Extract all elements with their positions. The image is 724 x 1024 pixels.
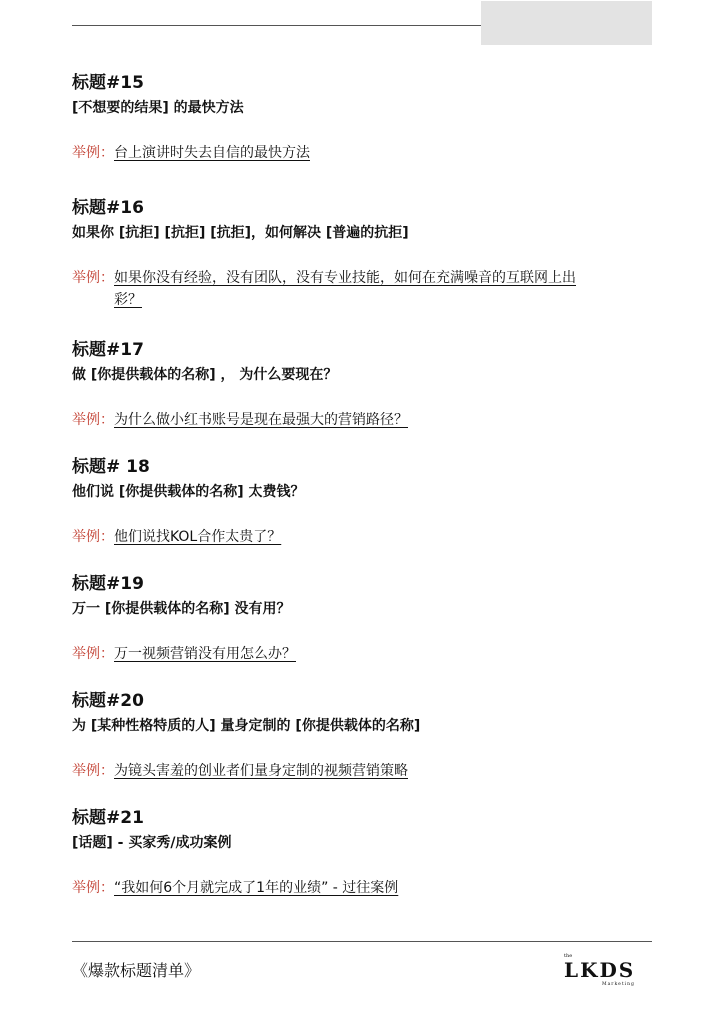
- example-text: 为什么做小红书账号是现在最强大的营销路径？: [114, 412, 408, 428]
- entry-heading: 标题#16: [72, 198, 144, 218]
- entry-template: [不想要的结果] 的最快方法: [72, 100, 244, 116]
- example-text: 他们说找KOL合作太贵了？: [114, 529, 282, 545]
- example-label: 举例：: [72, 646, 114, 662]
- entry-template: 如果你 [抗拒] [抗拒] [抗拒]，如何解决 [普遍的抗拒]: [72, 225, 409, 241]
- headline-entry-21: [72, 807, 662, 924]
- entry-example: [72, 526, 662, 548]
- entry-heading: 标题#20: [72, 691, 144, 711]
- example-text: 台上演讲时失去自信的最快方法: [114, 145, 310, 161]
- entry-template: 做 [你提供载体的名称] ， 为什么要现在？: [72, 367, 338, 383]
- entry-example: [72, 409, 662, 431]
- entry-template: [话题] - 买家秀/成功案例: [72, 835, 232, 851]
- entry-example: [72, 142, 662, 164]
- headline-entry-16: [72, 197, 662, 339]
- entry-heading: 标题#21: [72, 808, 144, 828]
- logo-wordmark: LKDS: [564, 958, 636, 982]
- example-text: 为镜头害羞的创业者们量身定制的视频营销策略: [114, 763, 408, 779]
- example-text: 如果你没有经验，没有团队，没有专业技能，如何在充满噪音的互联网上出彩？: [114, 270, 576, 308]
- entry-example: [72, 760, 662, 782]
- entry-heading: 标题#17: [72, 340, 144, 360]
- entry-template: 他们说 [你提供载体的名称] 太费钱？: [72, 484, 305, 500]
- entry-heading: 标题#19: [72, 574, 144, 594]
- footer-document-title: 《爆款标题清单》: [72, 961, 201, 980]
- example-label: 举例：: [72, 529, 114, 545]
- bottom-rule: [72, 941, 652, 942]
- lkds-marketing-logo: [562, 950, 646, 990]
- headline-entry-17: [72, 339, 662, 456]
- header-gray-box: [481, 1, 652, 45]
- example-label: 举例：: [72, 880, 114, 896]
- entry-example: [72, 267, 662, 311]
- entry-example: [72, 877, 662, 899]
- logo-small-bottom: Marketing: [602, 982, 635, 987]
- example-text: 万一视频营销没有用怎么办？: [114, 646, 296, 662]
- top-rule: [72, 25, 482, 26]
- example-text: “我如何6个月就完成了1年的业绩” - 过往案例: [114, 880, 399, 896]
- logo-small-top: the: [564, 953, 573, 959]
- headline-entry-20: [72, 690, 662, 807]
- headline-entry-15: [72, 72, 662, 197]
- entry-template: 万一 [你提供载体的名称] 没有用？: [72, 601, 291, 617]
- headline-list: [72, 72, 662, 924]
- headline-entry-19: [72, 573, 662, 690]
- entry-example: [72, 643, 662, 665]
- example-label: 举例：: [72, 412, 114, 428]
- entry-template: 为 [某种性格特质的人] 量身定制的 [你提供载体的名称]: [72, 718, 421, 734]
- example-label: 举例：: [72, 270, 114, 286]
- headline-entry-18: [72, 456, 662, 573]
- entry-heading: 标题#15: [72, 73, 144, 93]
- example-label: 举例：: [72, 145, 114, 161]
- entry-heading: 标题# 18: [72, 457, 150, 477]
- example-label: 举例：: [72, 763, 114, 779]
